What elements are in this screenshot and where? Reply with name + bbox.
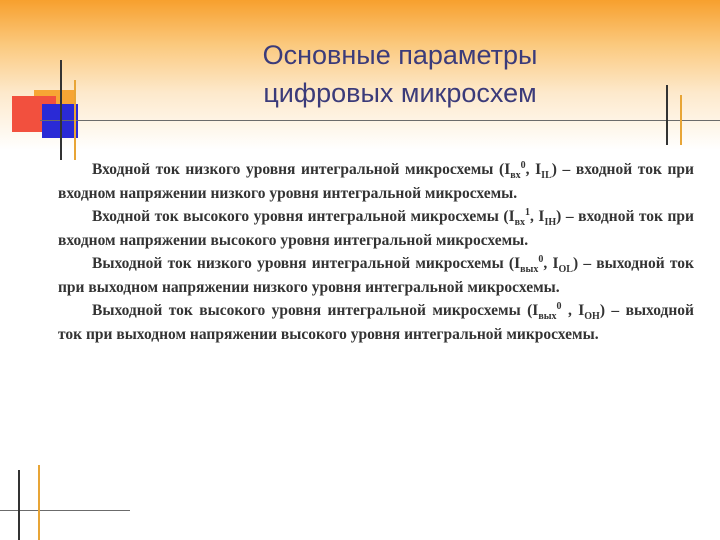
paragraph-text: Входной ток высокого уровня интегральной микросхемы (I [92,208,515,225]
paragraph-text: ) – входной ток при входном напряжении высокого уровня интегральной микросхемы. [58,208,694,249]
paragraph-text: , I [543,255,559,272]
superscript: 0 [556,300,562,312]
subscript: IL [541,170,552,182]
paragraph-text: , I [530,208,545,225]
title-line-2: цифровых микросхем [263,78,537,108]
slide-title [190,36,610,112]
paragraph-text: Входной ток низкого уровня интегральной микросхемы (I [92,161,511,178]
subscript: IH [544,217,557,229]
subscript: вх [514,217,526,229]
subscript: OH [584,311,600,323]
paragraph-text: ) – входной ток при входном напряжении низкого уровня интегральной микросхемы. [58,161,694,202]
subscript: вых [538,311,557,323]
decor-line-bottom-vertical-left-gold [38,465,40,540]
subscript: вых [520,264,539,276]
paragraph-text: , I [561,302,585,319]
superscript: 0 [538,253,544,265]
decor-line-top-horizontal [40,120,720,121]
decor-line-top-vertical-left [60,60,62,160]
subscript: OL [558,264,573,276]
paragraph-input-high-current [58,205,694,252]
paragraph-text: ) – выходной ток при выходном напряжении высокого уровня интегральной микросхемы. [58,302,694,343]
paragraph-text: ) – выходной ток при выходном напряжении низкого уровня интегральной микросхемы. [58,255,694,296]
paragraph-output-low-current [58,252,694,299]
paragraph-input-low-current [58,158,694,205]
title-line-1: Основные параметры [262,40,538,70]
superscript: 0 [520,159,526,171]
paragraph-output-high-current [58,299,694,346]
body-text [58,158,694,346]
decor-line-top-vertical-left-gold [74,80,76,160]
subscript: вх [510,170,521,182]
decor-line-top-vertical-right [666,85,668,145]
paragraph-text: , I [525,161,542,178]
decor-line-top-vertical-right-gold [680,95,682,145]
decor-line-bottom-vertical-left [18,470,20,540]
paragraph-text: Выходной ток низкого уровня интегральной микросхемы (I [92,255,521,272]
paragraph-text: Выходной ток высокого уровня интегральной микросхемы (I [92,302,539,319]
superscript: 1 [525,206,531,218]
